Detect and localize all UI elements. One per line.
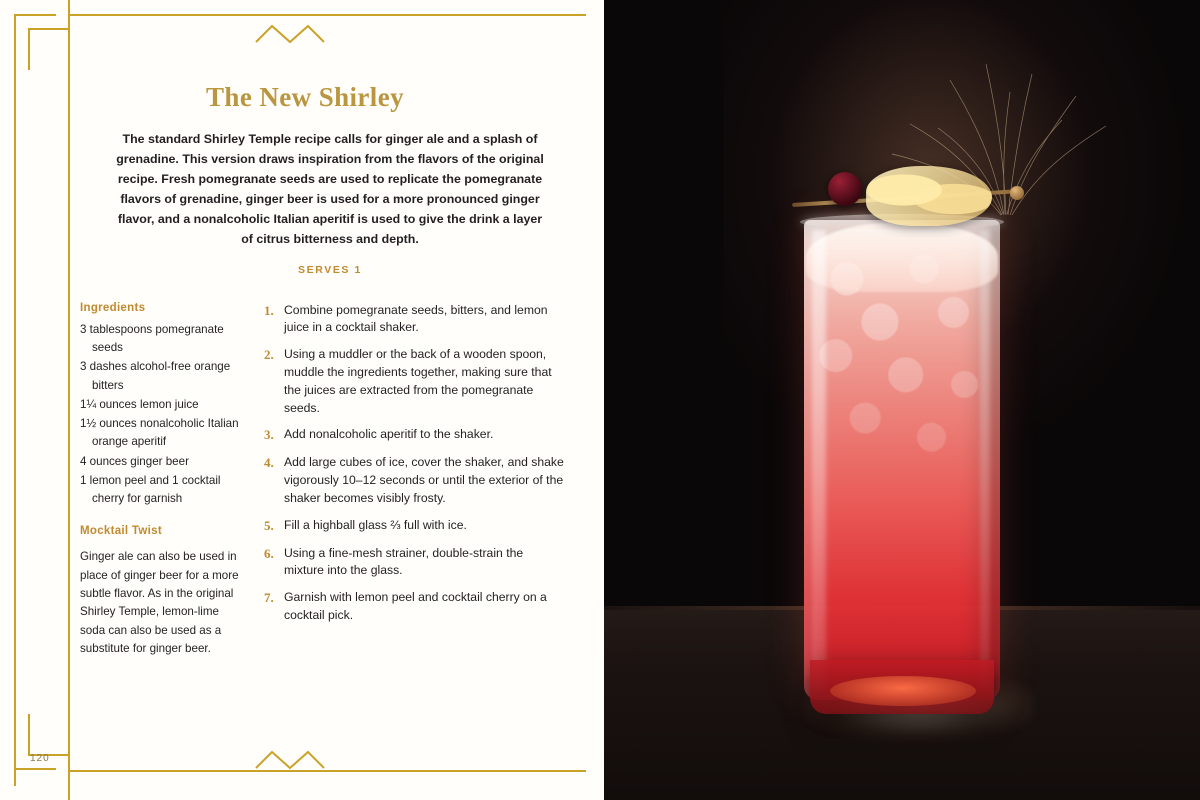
list-item [80, 453, 240, 471]
ingredients-list [80, 321, 240, 509]
step-text: Add large cubes of ice, cover the shaker, and shake vigorously 10–12 seconds or until the exterior of the shaker becomes visibly frosty. [284, 455, 564, 505]
ingredient-text-cont: bitters [92, 378, 124, 392]
step-number: 7. [264, 590, 274, 606]
ingredient-text: 3 dashes alcohol-free orange [80, 360, 231, 374]
ingredients-heading: Ingredients [80, 301, 146, 314]
step-text: Combine pomegranate seeds, bitters, and lemon juice in a cocktail shaker. [284, 302, 548, 335]
frame-rule-top [68, 14, 586, 16]
instructions-column [264, 302, 564, 670]
cocktail-photo [604, 0, 1200, 800]
page-title: The New Shirley [206, 82, 404, 112]
instructions-list [264, 302, 564, 625]
glass-highlight-right [980, 230, 990, 690]
ingredient-text: 1½ ounces nonalcoholic Italian [80, 417, 239, 431]
step-number: 6. [264, 545, 274, 561]
ingredient-text: 3 tablespoons pomegranate [80, 322, 224, 336]
recipe-content [80, 60, 580, 670]
chevron-ornament-top-icon [252, 16, 328, 46]
list-item [80, 396, 240, 414]
list-item [80, 415, 240, 452]
cocktail-pick-bead [1010, 186, 1024, 200]
ingredient-text-cont: cherry for garnish [92, 492, 183, 506]
glass-base-reflection [830, 676, 976, 706]
recipe-columns [80, 302, 580, 670]
list-item [264, 517, 564, 536]
corner-ornament-top-left-inner [28, 28, 70, 70]
corner-ornament-top-left-outer [14, 14, 56, 56]
frame-rule-vertical-outer [14, 14, 16, 786]
step-number: 3. [264, 427, 274, 443]
ingredient-text: 4 ounces ginger beer [80, 454, 189, 468]
cocktail-cherry-garnish [828, 172, 862, 206]
ingredient-text-cont: orange aperitif [92, 435, 167, 449]
step-text: Fill a highball glass ⅔ full with ice. [284, 517, 467, 532]
list-item [80, 321, 240, 358]
ingredient-text: 1¼ ounces lemon juice [80, 397, 199, 411]
page-number: 120 [30, 753, 50, 764]
serves-label: SERVES 1 [298, 263, 362, 276]
step-text: Using a fine-mesh strainer, double-strain the mixture into the glass. [284, 545, 524, 578]
list-item [80, 472, 240, 509]
list-item [264, 426, 564, 445]
drink-foam [806, 222, 998, 292]
list-item [264, 454, 564, 507]
list-item [80, 358, 240, 395]
recipe-intro: The standard Shirley Temple recipe calls for ginger ale and a splash of grenadine. This version draws inspiration from the flavors of the original recipe. Fresh pomegranate seeds are used to replicate the pomegranate flavors of grenadine, ginger beer is used for a more pronounced ginger flavor, and a nonalcoholic Italian aperitif is used to give the drink a layer of citrus bitterness and depth. [116, 132, 544, 247]
step-number: 1. [264, 302, 274, 318]
step-text: Using a muddler or the back of a wooden spoon, muddle the ingredients together, making sure that the juices are extracted from the pomegranate seeds. [284, 347, 552, 415]
frame-rule-bottom [68, 770, 586, 772]
list-item [264, 346, 564, 417]
glass-highlight-left [812, 230, 826, 690]
ingredient-text-cont: seeds [92, 340, 123, 354]
frame-rule-vertical-inner [68, 0, 70, 800]
step-text: Garnish with lemon peel and cocktail cherry on a cocktail pick. [284, 590, 547, 622]
step-number: 5. [264, 517, 274, 533]
lemon-peel-garnish [866, 166, 992, 226]
ingredients-column [80, 302, 240, 670]
step-number: 2. [264, 347, 274, 363]
list-item [264, 589, 564, 625]
mocktail-twist-text: Ginger ale can also be used in place of ginger beer for a more subtle flavor. As in the original Shirley Temple, lemon-lime soda can also be used as a substitute for ginger beer. [80, 550, 239, 655]
list-item [264, 545, 564, 581]
list-item [264, 302, 564, 338]
ingredient-text: 1 lemon peel and 1 cocktail [80, 474, 221, 488]
step-number: 4. [264, 455, 274, 471]
step-text: Add nonalcoholic aperitif to the shaker. [284, 427, 494, 442]
corner-ornament-bottom-left-inner [28, 714, 70, 756]
mocktail-twist-heading: Mocktail Twist [80, 524, 162, 537]
chevron-ornament-bottom-icon [252, 742, 328, 772]
